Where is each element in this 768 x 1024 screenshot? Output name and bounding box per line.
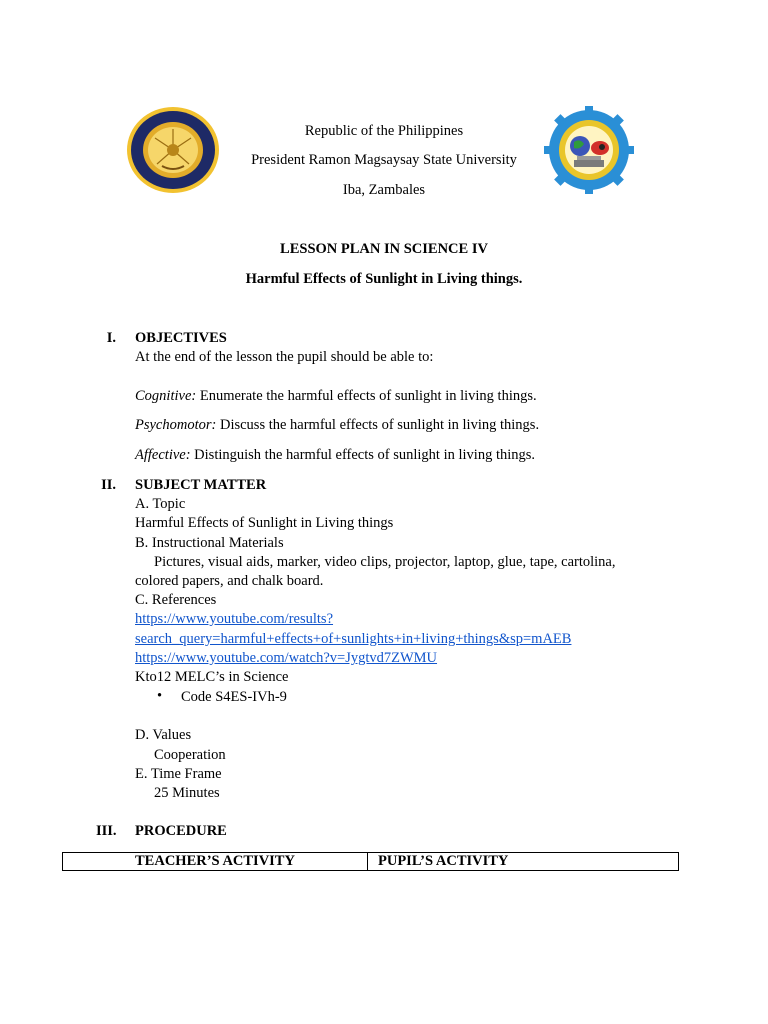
header-location: Iba, Zambales: [342, 182, 426, 198]
reference-link-1-line2[interactable]: search_query=harmful+effects+of+sunlights+in+living+things&sp=mAEB: [135, 631, 572, 647]
section-numeral-procedure: III.: [96, 823, 117, 839]
references-label: C. References: [135, 592, 217, 608]
objectives-intro: At the end of the lesson the pupil should be able to:: [135, 349, 434, 365]
subject-matter-heading: SUBJECT MATTER: [135, 477, 267, 493]
topic-label: A. Topic: [135, 496, 186, 512]
objective-label: Affective:: [135, 447, 191, 463]
header-country: Republic of the Philippines: [304, 123, 464, 139]
objective-label: Psychomotor:: [135, 417, 217, 433]
header-university: President Ramon Magsaysay State University: [251, 152, 517, 168]
lesson-plan-subtitle: Harmful Effects of Sunlight in Living things.: [245, 271, 523, 287]
teacher-activity-header: TEACHER’S ACTIVITY: [63, 853, 368, 871]
materials-text-line1: Pictures, visual aids, marker, video clips, projector, laptop, glue, tape, cartolina,: [154, 554, 616, 570]
code-text: Code S4ES-IVh-9: [181, 689, 287, 705]
objective-label: Cognitive:: [135, 388, 197, 404]
section-numeral-subject-matter: II.: [101, 477, 116, 493]
procedure-heading: PROCEDURE: [135, 823, 227, 839]
objective-affective: [135, 447, 535, 464]
materials-label: B. Instructional Materials: [135, 535, 284, 551]
objective-psychomotor: [135, 417, 539, 434]
time-frame-label: E. Time Frame: [135, 766, 222, 782]
values-label: D. Values: [135, 727, 192, 743]
procedure-table: [62, 852, 679, 871]
objectives-heading: OBJECTIVES: [135, 330, 227, 346]
university-seal-logo: [126, 106, 220, 194]
college-logo: [544, 106, 634, 194]
table-header-row: [63, 853, 679, 871]
objective-text: Distinguish the harmful effects of sunlight in living things.: [190, 447, 536, 463]
values-text: Cooperation: [154, 747, 226, 763]
reference-link-2[interactable]: https://www.youtube.com/watch?v=Jygtvd7ZWMU: [135, 650, 438, 666]
objective-text: Discuss the harmful effects of sunlight in living things.: [216, 417, 540, 433]
objective-cognitive: [135, 388, 537, 405]
melc-reference: Kto12 MELC’s in Science: [135, 669, 289, 685]
section-numeral-objectives: I.: [106, 330, 116, 346]
bullet-icon: •: [157, 688, 163, 704]
lesson-plan-title: LESSON PLAN IN SCIENCE IV: [280, 241, 488, 257]
reference-link-1-line1[interactable]: https://www.youtube.com/results?: [135, 611, 334, 627]
time-frame-text: 25 Minutes: [154, 785, 220, 801]
materials-text-line2: colored papers, and chalk board.: [135, 573, 324, 589]
topic-text: Harmful Effects of Sunlight in Living things: [135, 515, 394, 531]
objective-text: Enumerate the harmful effects of sunlight in living things.: [196, 388, 537, 404]
pupil-activity-header: PUPIL’S ACTIVITY: [368, 853, 679, 871]
